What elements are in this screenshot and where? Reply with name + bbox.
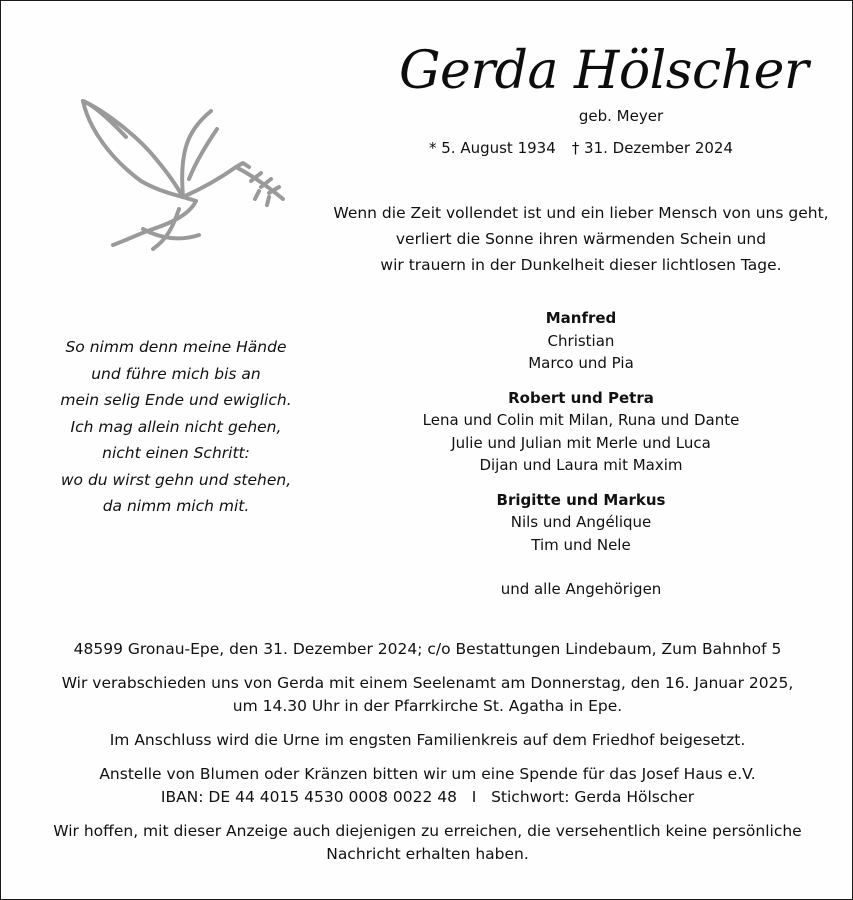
life-dates xyxy=(401,137,761,159)
poem-line: wo du wirst gehn und stehen, xyxy=(60,470,292,489)
family-group-head: Brigitte und Markus xyxy=(496,490,666,509)
donation-info xyxy=(11,763,844,809)
family-member: Nils und Angélique xyxy=(510,513,652,531)
closing-line: Nachricht erhalten haben. xyxy=(326,845,529,863)
iban-line: IBAN: DE 44 4015 4530 0008 0022 48 I Stichwort: Gerda Hölscher xyxy=(160,788,695,806)
poem-line: So nimm denn meine Hände xyxy=(65,338,287,356)
verse-line: wir trauern in der Dunkelheit dieser lichtlosen Tage. xyxy=(380,256,782,274)
poem-line: mein selig Ende und ewiglich. xyxy=(60,391,292,409)
address-line xyxy=(11,638,844,661)
donation-line: Anstelle von Blumen oder Kränzen bitten wir um eine Spende für das Josef Haus e.V. xyxy=(99,765,756,783)
burial-info xyxy=(11,729,844,752)
family-list xyxy=(381,307,781,601)
dove-icon xyxy=(71,89,301,269)
service-line: Wir verabschieden uns von Gerda mit einem Seelenamt am Donnerstag, den 16. Januar 2025, xyxy=(61,674,794,692)
family-group-head: Robert und Petra xyxy=(508,388,654,407)
poem-line: da nimm mich mit. xyxy=(102,497,250,515)
poem-line: und führe mich bis an xyxy=(91,364,261,383)
verse-line: Wenn die Zeit vollendet ist und ein lieber Mensch von uns geht, xyxy=(333,204,829,222)
closing-line: Wir hoffen, mit dieser Anzeige auch diejenigen zu erreichen, die versehentlich keine persönliche xyxy=(53,822,802,840)
family-group xyxy=(381,307,781,375)
poem-line: Ich mag allein nicht gehen, xyxy=(70,417,282,436)
burial-text: Im Anschluss wird die Urne im engsten Familienkreis auf dem Friedhof beigesetzt. xyxy=(109,731,746,749)
deceased-name: Gerda Hölscher xyxy=(399,41,809,101)
family-member: Julie und Julian mit Merle und Luca xyxy=(451,433,711,452)
family-closing: und alle Angehörigen xyxy=(500,580,662,598)
closing-note xyxy=(11,820,844,866)
verse-block xyxy=(301,200,853,278)
family-member: Tim und Nele xyxy=(531,535,631,554)
family-group xyxy=(381,489,781,557)
family-member: Christian xyxy=(547,331,615,350)
maiden-name: geb. Meyer xyxy=(578,107,664,125)
family-group-head: Manfred xyxy=(545,309,617,327)
poem-block xyxy=(31,334,321,520)
address-text: 48599 Gronau-Epe, den 31. Dezember 2024; c/o Bestattungen Lindebaum, Zum Bahnhof 5 xyxy=(73,640,782,658)
death-date: † 31. Dezember 2024 xyxy=(571,139,734,157)
service-line: um 14.30 Uhr in der Pfarrkirche St. Agatha in Epe. xyxy=(232,697,623,715)
notice-details xyxy=(11,638,844,877)
family-group xyxy=(381,387,781,477)
service-info xyxy=(11,672,844,718)
verse-line: verliert die Sonne ihren wärmenden Schein und xyxy=(395,230,767,248)
family-member: Dijan und Laura mit Maxim xyxy=(479,456,683,474)
birth-date: * 5. August 1934 xyxy=(428,139,556,157)
poem-line: nicht einen Schritt: xyxy=(102,444,250,462)
family-member: Lena und Colin mit Milan, Runa und Dante xyxy=(422,411,740,429)
family-member: Marco und Pia xyxy=(528,354,634,372)
